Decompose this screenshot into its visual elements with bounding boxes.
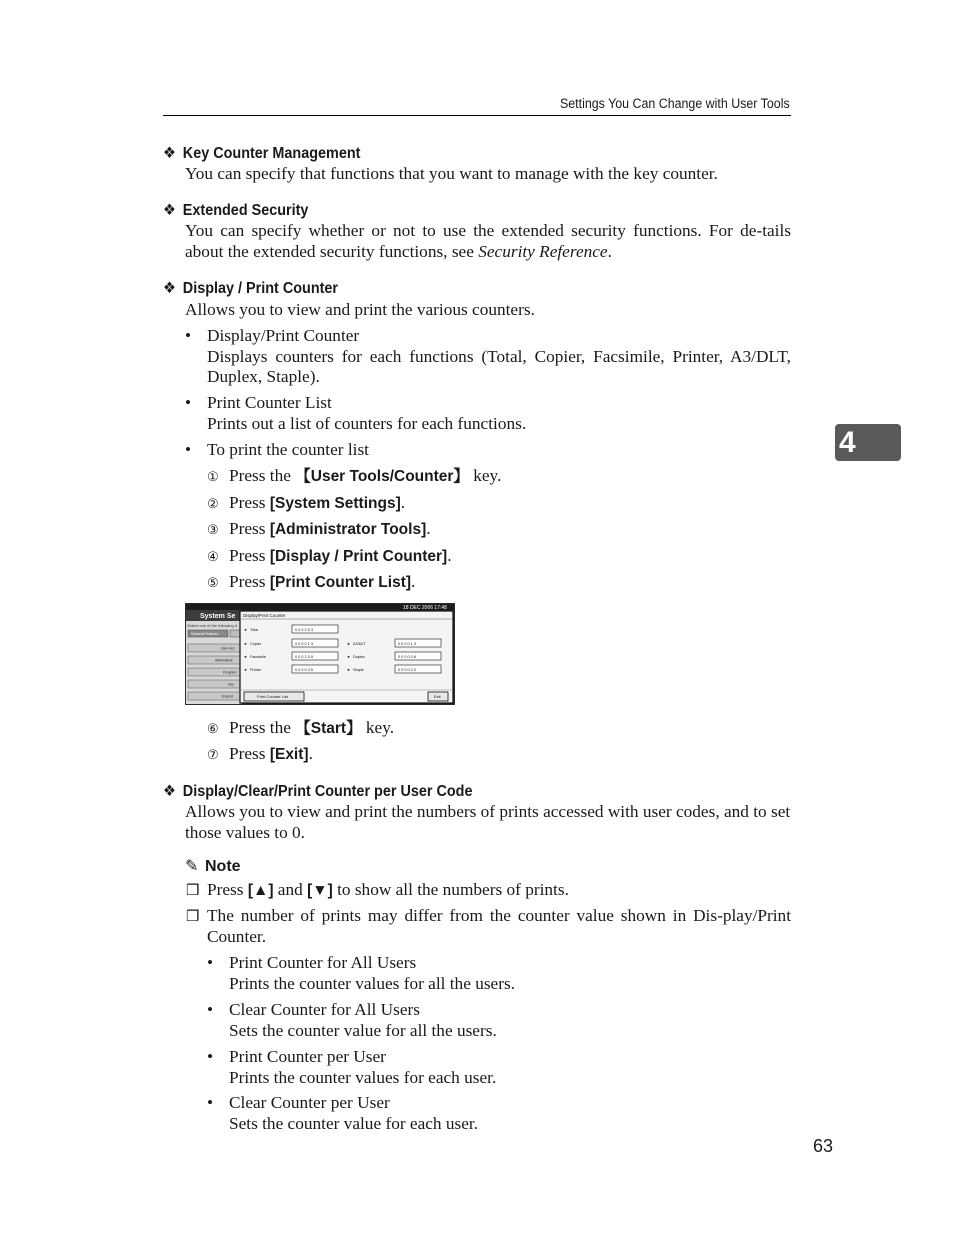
key-name: [System Settings] xyxy=(269,495,401,512)
section-body-display-print: Allows you to view and print the various counters. xyxy=(185,300,535,319)
counter-label: A3/DLT xyxy=(353,642,366,646)
counter-label: Facsimile xyxy=(250,655,267,659)
list-item: • Clear Counter for All Users Sets the counter value for all the users. xyxy=(207,1000,497,1040)
step-item: ① Press the 【User Tools/Counter】 key. xyxy=(207,466,502,485)
exit-button: Exit xyxy=(434,694,441,699)
counter-value: 0 0 0 0 1 3 xyxy=(295,642,313,646)
checkbox-icon: ❒ xyxy=(186,881,200,899)
counter-value: 0 0 0 0 1 3 xyxy=(398,642,416,646)
step-item: ⑤ Press [Print Counter List]. xyxy=(207,572,416,591)
screen-side-tab: General Features xyxy=(191,632,219,636)
counter-label: Total xyxy=(250,628,259,632)
svg-text:►: ► xyxy=(244,668,248,672)
screen-side-item: User Aut xyxy=(221,646,235,651)
diamond-bullet-icon: ❖ xyxy=(163,783,176,800)
diamond-bullet-icon: ❖ xyxy=(163,202,176,219)
counter-label: Printer xyxy=(250,668,262,672)
counter-value: 0 0 0 0 0 0 xyxy=(398,668,416,672)
screen-dialog-title: Display/Print Counter xyxy=(243,613,286,618)
step-item: ⑦ Press [Exit]. xyxy=(207,744,313,763)
diamond-bullet-icon: ❖ xyxy=(163,280,176,297)
key-name: [Display / Print Counter] xyxy=(269,548,448,565)
running-header: Settings You Can Change with User Tools xyxy=(560,96,790,111)
screen-side-item: Administrat xyxy=(215,658,233,663)
print-counter-list-button: Print Counter List xyxy=(257,694,288,699)
section-title-extended-security: ❖ Extended Security xyxy=(163,202,309,219)
list-item: • To print the counter list xyxy=(185,440,369,459)
step-item: ③ Press [Administrator Tools]. xyxy=(207,519,431,538)
svg-text:►: ► xyxy=(244,642,248,646)
counter-value: 0 0 0 0 0 6 xyxy=(398,655,416,659)
list-item: • Print Counter List Prints out a list of counters for each functions. xyxy=(185,393,527,433)
screen-side-item: Program xyxy=(223,670,237,675)
header-rule xyxy=(163,115,791,116)
counter-label: Copier xyxy=(250,642,262,646)
svg-text:►: ► xyxy=(347,655,351,659)
note-heading: ✎ Note xyxy=(185,858,241,875)
screen-side-text: Select one of the following d xyxy=(187,623,238,628)
page-number: 63 xyxy=(813,1136,834,1156)
svg-text:►: ► xyxy=(244,628,248,632)
screen-app-title: System Se xyxy=(200,613,236,620)
counter-value: 0 0 0 0 4 5 xyxy=(295,668,313,672)
section-title-user-code: ❖ Display/Clear/Print Counter per User Code xyxy=(163,783,473,800)
key-name: 【User Tools/Counter】 xyxy=(295,468,469,485)
screen-side-item: Extend xyxy=(222,694,233,699)
note-item: The number of prints may differ from the counter value shown in Dis-play/Print Counter. xyxy=(207,906,791,946)
checkbox-icon: ❒ xyxy=(186,907,200,925)
key-name: 【Start】 xyxy=(295,720,362,737)
svg-text:►: ► xyxy=(347,642,351,646)
control-panel-screenshot xyxy=(185,603,455,705)
list-item: • Clear Counter per User Sets the counter value for each user. xyxy=(207,1093,479,1133)
list-item: • Print Counter per User Prints the counter values for each user. xyxy=(207,1047,497,1087)
diamond-bullet-icon: ❖ xyxy=(163,145,176,162)
section-title-key-counter: ❖ Key Counter Management xyxy=(163,145,361,162)
step-item: ④ Press [Display / Print Counter]. xyxy=(207,546,452,565)
svg-text:►: ► xyxy=(347,668,351,672)
pencil-icon: ✎ xyxy=(185,858,199,875)
list-item: • Display/Print Counter Displays counters for each functions (Total, Copier, Facsimile, Printer, A3/DLT, Duplex, Staple). xyxy=(185,326,791,386)
counter-label: Staple xyxy=(353,668,364,672)
svg-text:►: ► xyxy=(244,655,248,659)
key-name: [Administrator Tools] xyxy=(269,521,427,538)
section-body-user-code: Allows you to view and print the numbers of prints accessed with user codes, and to set those values to 0. xyxy=(185,802,791,842)
screen-status: 18 DEC 2006 17:48 xyxy=(403,605,447,611)
section-body-key-counter: You can specify that functions that you want to manage with the key counter. xyxy=(185,164,718,183)
key-name: [Print Counter List] xyxy=(269,574,412,591)
list-item: • Print Counter for All Users Prints the counter values for all the users. xyxy=(207,953,516,993)
screen-side-item: Key xyxy=(228,682,235,687)
section-body-extended-security: You can specify whether or not to use the extended security functions. For de-tails about the extended security functions, see Security Reference. xyxy=(185,221,791,261)
step-item: ⑥ Press the 【Start】 key. xyxy=(207,718,395,737)
chapter-tab: 4 xyxy=(835,424,901,461)
counter-value: 0 0 0 2 9 3 xyxy=(295,628,313,632)
step-item: ② Press [System Settings]. xyxy=(207,493,406,512)
key-name: [Exit] xyxy=(269,746,309,763)
counter-value: 0 0 0 2 3 5 xyxy=(295,655,313,659)
reference-title: Security Reference xyxy=(478,241,608,261)
counter-label: Duplex xyxy=(353,655,365,659)
section-title-display-print: ❖ Display / Print Counter xyxy=(163,280,339,297)
note-item: Press [▲] and [▼] to show all the numbers of prints. xyxy=(207,880,569,899)
